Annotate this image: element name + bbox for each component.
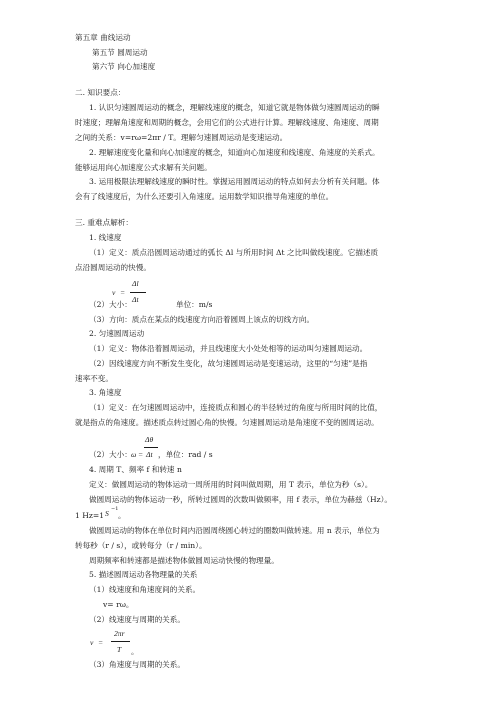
knowledge-p2-line1: 2. 理解速度变化量和向心加速度的概念，知道向心加速度和线速度、角速度的关系式。	[89, 148, 380, 157]
s1-formula-eq: =	[120, 288, 126, 297]
s4-freq-line1: 做圆周运动的物体运动一秒，所转过圆周的次数叫做频率，用 f 表示，单位为赫兹（Hz）。	[89, 495, 393, 504]
s3-def-line2: 就是指点的角速度。描述质点转过圆心角的快慢。匀速圆周运动是角速度不变的圆周运动。	[75, 418, 379, 427]
s4-freq-exp: −1	[111, 506, 119, 512]
s1-def-line2: 点沿圆周运动的快慢。	[75, 263, 151, 272]
s4-title: 4. 周期 T、频率 f 和转速 n	[89, 465, 182, 474]
subsection-title: 第六节 向心加速度	[92, 62, 156, 71]
keypoints-title: 三. 重难点解析：	[75, 218, 133, 227]
s2-note-line1: （2）因线速度方向不断发生变化，故匀速圆周运动是变速运动，这里的“匀速”是指	[89, 359, 368, 368]
s1-fraction-bar	[130, 292, 146, 293]
s1-formula-num: Δl	[132, 279, 139, 288]
knowledge-p2-line2: 能够运用向心加速度公式求解有关问题。	[75, 163, 212, 172]
s1-formula-lhs: v	[112, 288, 116, 297]
s4-freq-end: 。	[118, 511, 126, 520]
s1-formula-den: Δt	[132, 295, 139, 304]
s5-r2-den: T	[117, 645, 122, 654]
knowledge-p3-line1: 3. 运用极限法理解线速度的瞬时性。掌握运用圆周运动的特点如何去分析有关问题。体	[89, 177, 380, 186]
s5-r3: （3）角速度与周期的关系。	[89, 660, 185, 669]
s3-def-line1: （1）定义：在匀速圆周运动中，连接质点和圆心的半径转过的角度与所用时间的比值，	[89, 403, 383, 412]
s5-r2: （2）线速度与周期的关系。	[89, 615, 185, 624]
s1-unit: 单位：m/s	[176, 300, 213, 309]
s2-title: 2. 匀速圆周运动	[89, 329, 145, 338]
s3-formula-eq: =	[138, 450, 144, 459]
s4-speed-line2: 转每秒（r / s），或转每分（r / min）。	[75, 541, 207, 550]
s5-r1: （1）线速度和角速度间的关系。	[89, 585, 201, 594]
s3-formula-lhs: ω	[131, 450, 137, 459]
s5-r1-formula: v= rω。	[103, 600, 134, 609]
s3-title: 3. 角速度	[89, 388, 122, 397]
s5-r2-tail: 。	[131, 647, 139, 656]
s3-size-label: （2）大小：	[89, 450, 132, 459]
s4-freq-s: S	[105, 509, 109, 518]
s1-def-line1: （1）定义：质点沿圆周运动通过的弧长 Δl 与所用时间 Δt 之比叫做线速度。它描述质	[89, 248, 379, 257]
section-title: 第五节 圆周运动	[92, 48, 148, 57]
s5-title: 5. 描述圆周运动各物理量的关系	[89, 570, 198, 579]
s1-direction: （3）方向：质点在某点的线速度方向沿着圆周上该点的切线方向。	[89, 315, 315, 324]
s4-period: 定义：做圆周运动的物体运动一周所用的时间叫做周期，用 T 表示，单位为秒（s）。	[89, 480, 373, 489]
s5-r2-eq: =	[98, 638, 104, 647]
s4-freq-unit: 1 Hz=1	[75, 511, 105, 520]
knowledge-p1-line2: 时速度；理解角速度和周期的概念，会用它们的公式进行计算。理解线速度、角速度、周期	[75, 118, 379, 127]
knowledge-title: 二. 知识要点：	[75, 88, 126, 97]
s4-summary: 周期频率和转速都是描述物体做圆周运动快慢的物理量。	[89, 556, 279, 565]
s4-speed-line1: 做圆周运动的物体在单位时间内沿圆周绕圆心转过的圈数叫做转速。用 n 表示，单位为	[89, 526, 380, 535]
s2-note-line2: 速率不变。	[75, 374, 113, 383]
chapter-title: 第五章 曲线运动	[75, 33, 131, 42]
s1-size-label: （2）大小：	[89, 300, 132, 309]
knowledge-p1-line1: 1. 认识匀速圆周运动的概念，理解线速度的概念，知道它就是物体做匀速圆周运动的瞬	[89, 103, 380, 112]
s3-formula-den: Δt	[146, 450, 153, 459]
s3-unit: ，单位：rad / s	[158, 450, 213, 459]
knowledge-p3-line2: 会有了线速度后，为什么还要引入角速度。运用数学知识推导角速度的单位。	[75, 192, 334, 201]
s5-r2-fraction-bar	[111, 641, 130, 642]
s3-fraction-bar	[144, 447, 158, 448]
s3-formula-num: Δθ	[145, 435, 154, 444]
s2-def: （1）定义：物体沿着圆周运动，并且线速度大小处处相等的运动叫匀速圆周运动。	[89, 344, 368, 353]
knowledge-p1-line3: 之间的关系：v=rω=2πr / T。理解匀速圆周运动是变速运动。	[75, 133, 288, 142]
s5-r2-lhs: v	[90, 638, 94, 647]
s1-title: 1. 线速度	[89, 233, 122, 242]
s5-r2-num: 2πr	[114, 629, 125, 638]
